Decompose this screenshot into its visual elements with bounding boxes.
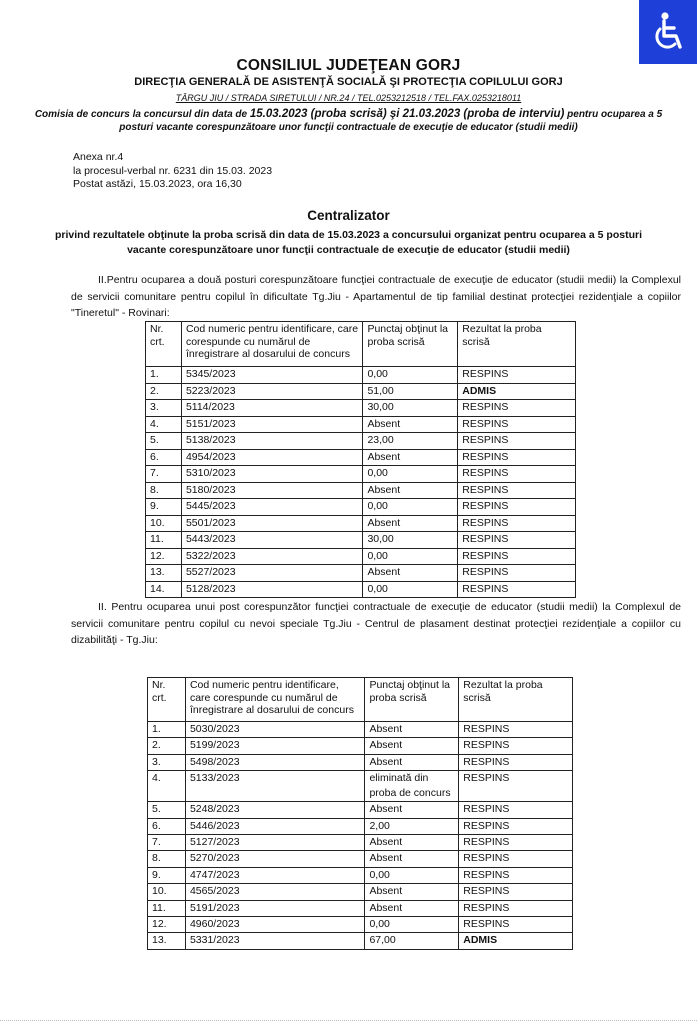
- cell-score: Absent: [365, 738, 459, 754]
- table-row: [146, 383, 576, 400]
- header-nr: Nr. crt.: [146, 322, 182, 367]
- cell-score: Absent: [365, 900, 459, 916]
- table-row: [146, 482, 576, 499]
- cell-score: 0,00: [365, 867, 459, 883]
- cell-result: RESPINS: [459, 802, 573, 818]
- table-header-row: [146, 322, 576, 367]
- centralizer-subtitle: privind rezultatele obţinute la proba scrisă din data de 15.03.2023 a concursului organizat pentru ocuparea a 5 posturi vacante corespunzătoare unor funcţii contractuale de execuţie de educator (studii medii): [55, 229, 642, 256]
- cell-code: 5191/2023: [185, 900, 365, 916]
- cell-result: RESPINS: [459, 851, 573, 867]
- cell-nr: 1.: [148, 722, 186, 738]
- commission-statement: [0, 108, 697, 134]
- commission-text-c: pentru ocuparea a 5 posturi vacante corespunzătoare unor funcţii contractuale de execuţie de educator (studii medii): [119, 109, 663, 133]
- commission-text-a: Comisia de concurs la concursul din data de: [34, 109, 250, 120]
- results-table-1: [145, 321, 576, 598]
- table-row: [148, 738, 573, 754]
- cell-code: 5443/2023: [181, 532, 363, 549]
- table-row: [146, 532, 576, 549]
- cell-code: 4960/2023: [185, 916, 365, 932]
- table-row: [146, 581, 576, 598]
- cell-score: Absent: [363, 449, 458, 466]
- cell-score: Absent: [363, 416, 458, 433]
- cell-code: 5030/2023: [185, 722, 365, 738]
- header-result: Rezultat la proba scrisă: [459, 678, 573, 722]
- cell-result: ADMIS: [459, 933, 573, 949]
- cell-result: RESPINS: [458, 532, 576, 549]
- cell-code: 5331/2023: [185, 933, 365, 949]
- cell-code: 4565/2023: [185, 884, 365, 900]
- cell-code: 5310/2023: [181, 466, 363, 483]
- cell-result: RESPINS: [459, 867, 573, 883]
- cell-nr: 9.: [146, 499, 182, 516]
- section1-text: II.Pentru ocuparea a două posturi corespunzătoare funcţiei contractuale de execuţie de educator (studii medii) la Complexul de servicii comunitare pentru copilul în dificultate Tg.Jiu - Apartamentul de tip familial destinat protecţiei rezidenţiale a copiilor "Tineretul" - Rovinari:: [71, 274, 681, 319]
- cell-code: 5446/2023: [185, 818, 365, 834]
- cell-nr: 5.: [148, 802, 186, 818]
- cell-result: RESPINS: [458, 466, 576, 483]
- cell-nr: 13.: [148, 933, 186, 949]
- minutes-reference: la procesul-verbal nr. 6231 din 15.03. 2023: [73, 164, 273, 177]
- posted-date: Postat astăzi, 15.03.2023, ora 16,30: [73, 178, 242, 190]
- cell-code: 5180/2023: [181, 482, 363, 499]
- cell-nr: 11.: [148, 900, 186, 916]
- cell-result: RESPINS: [459, 900, 573, 916]
- cell-nr: 10.: [146, 515, 182, 532]
- cell-score: Absent: [363, 482, 458, 499]
- table-row: [146, 400, 576, 417]
- cell-code: 5223/2023: [181, 383, 363, 400]
- table-row: [146, 515, 576, 532]
- section2-text: II. Pentru ocuparea unui post corespunzător funcţiei contractuale de execuţie de educator (studii medii) la Complexul de servicii comunitare pentru copilul cu nevoi speciale Tg.Jiu - Centrul de plasament destinat protecţiei rezidenţiale a copiilor cu dizabilităţi - Tg.Jiu:: [71, 601, 681, 646]
- cell-nr: 6.: [146, 449, 182, 466]
- cell-score: 30,00: [363, 532, 458, 549]
- page-bottom-edge: [0, 1020, 697, 1021]
- table-row: [146, 433, 576, 450]
- cell-score: 0,00: [363, 548, 458, 565]
- cell-nr: 14.: [146, 581, 182, 598]
- cell-score: Absent: [365, 834, 459, 850]
- cell-score: Absent: [365, 722, 459, 738]
- wheelchair-icon: [649, 11, 687, 53]
- cell-result: RESPINS: [459, 771, 573, 802]
- table-row: [148, 916, 573, 932]
- table-row: [148, 754, 573, 770]
- cell-result: RESPINS: [458, 565, 576, 582]
- cell-result: RESPINS: [459, 738, 573, 754]
- cell-score: 0,00: [363, 499, 458, 516]
- table-row: [148, 834, 573, 850]
- cell-code: 5133/2023: [185, 771, 365, 802]
- cell-code: 5345/2023: [181, 367, 363, 384]
- cell-result: RESPINS: [458, 581, 576, 598]
- cell-nr: 6.: [148, 818, 186, 834]
- cell-nr: 3.: [148, 754, 186, 770]
- table-row: [146, 499, 576, 516]
- cell-code: 4747/2023: [185, 867, 365, 883]
- cell-score: Absent: [363, 515, 458, 532]
- cell-score: 0,00: [363, 581, 458, 598]
- annex-meta: [73, 151, 272, 192]
- table-row: [148, 867, 573, 883]
- cell-result: RESPINS: [459, 834, 573, 850]
- table-row: [146, 548, 576, 565]
- table-row: [148, 900, 573, 916]
- cell-result: ADMIS: [458, 383, 576, 400]
- cell-nr: 8.: [148, 851, 186, 867]
- cell-score: 0,00: [363, 466, 458, 483]
- cell-code: 5501/2023: [181, 515, 363, 532]
- cell-score: 67,00: [365, 933, 459, 949]
- commission-dates: 15.03.2023 (proba scrisă) şi 21.03.2023 (proba de interviu): [249, 108, 565, 120]
- cell-nr: 4.: [148, 771, 186, 802]
- cell-result: RESPINS: [459, 916, 573, 932]
- cell-score: Absent: [365, 754, 459, 770]
- cell-score: 51,00: [363, 383, 458, 400]
- cell-code: 5248/2023: [185, 802, 365, 818]
- table-row: [148, 802, 573, 818]
- cell-nr: 12.: [148, 916, 186, 932]
- cell-score: Absent: [365, 884, 459, 900]
- cell-result: RESPINS: [458, 400, 576, 417]
- table-row: [148, 884, 573, 900]
- table-row: [148, 851, 573, 867]
- header-code: Cod numeric pentru identificare, care corespunde cu numărul de înregistrare al dosarului de concurs: [185, 678, 365, 722]
- cell-result: RESPINS: [458, 416, 576, 433]
- cell-result: RESPINS: [459, 818, 573, 834]
- address-line: TÂRGU JIU / STRADA SIRETULUI / NR.24 / TEL.0253212518 / TEL.FAX.0253218011: [175, 93, 522, 103]
- table-row: [146, 565, 576, 582]
- cell-result: RESPINS: [458, 449, 576, 466]
- results-table-1-body: [146, 367, 576, 598]
- annex-number: Anexa nr.4: [73, 151, 124, 163]
- cell-score: 0,00: [363, 367, 458, 384]
- table-row: [148, 933, 573, 949]
- cell-nr: 2.: [148, 738, 186, 754]
- cell-result: RESPINS: [458, 367, 576, 384]
- cell-nr: 1.: [146, 367, 182, 384]
- cell-code: 5128/2023: [181, 581, 363, 598]
- cell-nr: 11.: [146, 532, 182, 549]
- cell-result: RESPINS: [459, 754, 573, 770]
- cell-code: 5127/2023: [185, 834, 365, 850]
- cell-score: 2,00: [365, 818, 459, 834]
- cell-score: 30,00: [363, 400, 458, 417]
- organization-title: CONSILIUL JUDEŢEAN GORJ: [236, 57, 461, 74]
- header-nr: Nr. crt.: [148, 678, 186, 722]
- cell-code: 5114/2023: [181, 400, 363, 417]
- cell-result: RESPINS: [458, 433, 576, 450]
- cell-score: 0,00: [365, 916, 459, 932]
- cell-nr: 13.: [146, 565, 182, 582]
- header-score: Punctaj obţinut la proba scrisă: [363, 322, 458, 367]
- department-title: DIRECŢIA GENERALĂ DE ASISTENŢĂ SOCIALĂ ŞI PROTECŢIA COPILULUI GORJ: [134, 76, 563, 88]
- cell-code: 5527/2023: [181, 565, 363, 582]
- table-row: [148, 722, 573, 738]
- results-table-2-body: [148, 722, 573, 950]
- table-row: [146, 449, 576, 466]
- table-row: [148, 771, 573, 802]
- cell-nr: 5.: [146, 433, 182, 450]
- table-row: [146, 367, 576, 384]
- cell-code: 5199/2023: [185, 738, 365, 754]
- accessibility-button[interactable]: [639, 0, 697, 64]
- cell-score: Absent: [365, 851, 459, 867]
- cell-nr: 9.: [148, 867, 186, 883]
- cell-code: 5445/2023: [181, 499, 363, 516]
- cell-result: RESPINS: [458, 482, 576, 499]
- table-header-row: [148, 678, 573, 722]
- table-row: [146, 416, 576, 433]
- cell-code: 4954/2023: [181, 449, 363, 466]
- cell-code: 5151/2023: [181, 416, 363, 433]
- cell-result: RESPINS: [458, 499, 576, 516]
- table-row: [148, 818, 573, 834]
- cell-nr: 7.: [146, 466, 182, 483]
- cell-result: RESPINS: [458, 548, 576, 565]
- cell-result: RESPINS: [458, 515, 576, 532]
- cell-code: 5322/2023: [181, 548, 363, 565]
- header-code: Cod numeric pentru identificare, care corespunde cu numărul de înregistrare al dosarului de concurs: [181, 322, 363, 367]
- cell-score: eliminată din proba de concurs: [365, 771, 459, 802]
- centralizer-title: Centralizator: [307, 208, 390, 223]
- cell-nr: 8.: [146, 482, 182, 499]
- cell-nr: 3.: [146, 400, 182, 417]
- cell-nr: 12.: [146, 548, 182, 565]
- header-result: Rezultat la proba scrisă: [458, 322, 576, 367]
- cell-nr: 10.: [148, 884, 186, 900]
- cell-code: 5270/2023: [185, 851, 365, 867]
- cell-nr: 7.: [148, 834, 186, 850]
- cell-nr: 4.: [146, 416, 182, 433]
- cell-score: Absent: [365, 802, 459, 818]
- table-row: [146, 466, 576, 483]
- cell-result: RESPINS: [459, 884, 573, 900]
- header-score: Punctaj obţinut la proba scrisă: [365, 678, 459, 722]
- cell-result: RESPINS: [459, 722, 573, 738]
- cell-score: 23,00: [363, 433, 458, 450]
- results-table-2: [147, 677, 573, 950]
- cell-code: 5498/2023: [185, 754, 365, 770]
- cell-code: 5138/2023: [181, 433, 363, 450]
- cell-score: Absent: [363, 565, 458, 582]
- cell-nr: 2.: [146, 383, 182, 400]
